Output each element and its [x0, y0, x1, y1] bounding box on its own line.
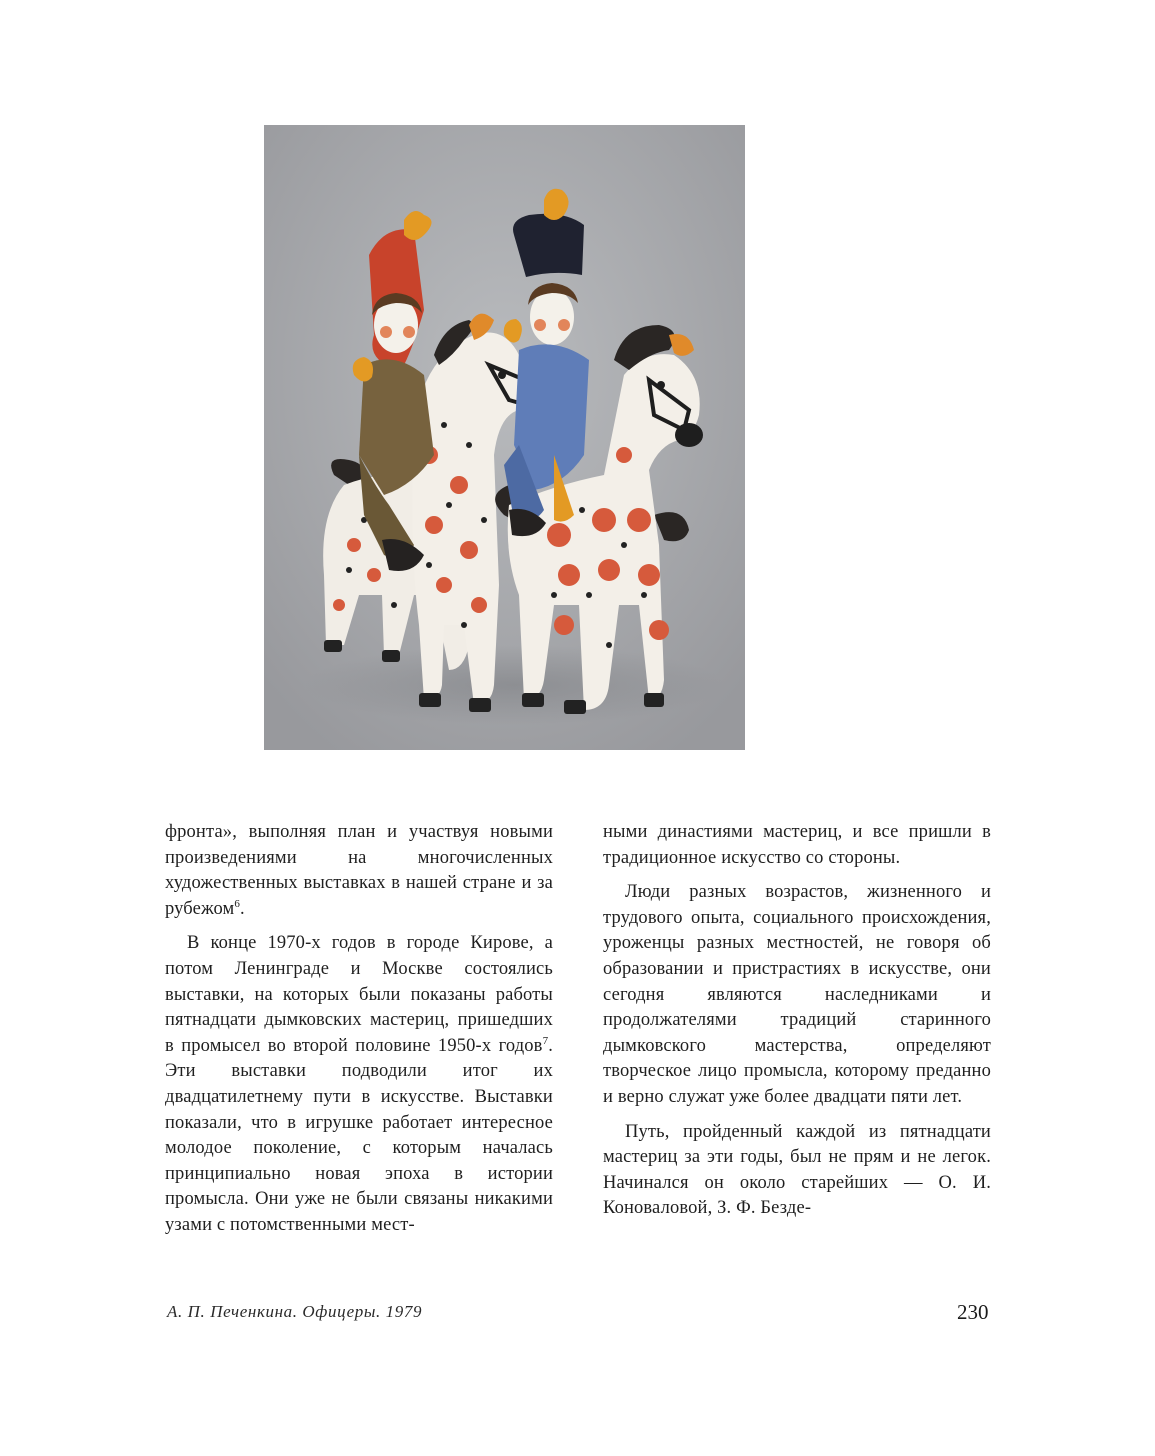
paragraph: ными династиями мастериц, и все пришли в традиционное искусство со стороны.: [603, 822, 991, 868]
dymkovo-toy-officers-photo: [264, 125, 745, 750]
paragraph: фронта», выполняя план и участвуя новыми произведениями на многочисленных художественных выставках в нашей стране и за рубежом$^6$.: [165, 822, 553, 919]
paragraph: Путь, пройденный каждой из пятнадцати мастериц за эти годы, был не прям и не легок. Начинался он около старейших — О. И. Коноваловой, З. Ф. Безде-: [603, 1121, 991, 1219]
photo-caption: А. П. Печенкина. Офицеры. 1979: [167, 1302, 423, 1321]
page-number: 230: [957, 1300, 989, 1324]
paragraph: В конце 1970-х годов в городе Кирове, а потом Ленинграде и Москве состоялись выставки, на которых были показаны работы пятнадцати дымковских мастериц, пришедших в промысел во второй половине 1950-х годов$^7$. Эти выставки подводили итог их двадцатилетнему пути в искусстве. Выставки показали, что в игрушке работает интересное молодое поколение, с которым началась принципиально новая эпоха в истории промысла. Они уже не были связаны никакими узами с потомственными мест-: [165, 933, 553, 1235]
paragraph: Люди разных возрастов, жизненного и трудового опыта, социального происхождения, уроженцы разных местностей, не говоря об образовании и пристрастиях в искусстве, они сегодня являются наследниками и продолжателями традиций старинного дымковского мастерства, определяют творческое лицо промысла, которому преданно и верно служат уже более двадцати пяти лет.: [603, 882, 991, 1107]
footnote-ref: 7: [542, 1034, 549, 1047]
left-text-column: [165, 820, 553, 1248]
right-text-column: [603, 820, 991, 1231]
footnote-ref: 6: [234, 897, 241, 910]
